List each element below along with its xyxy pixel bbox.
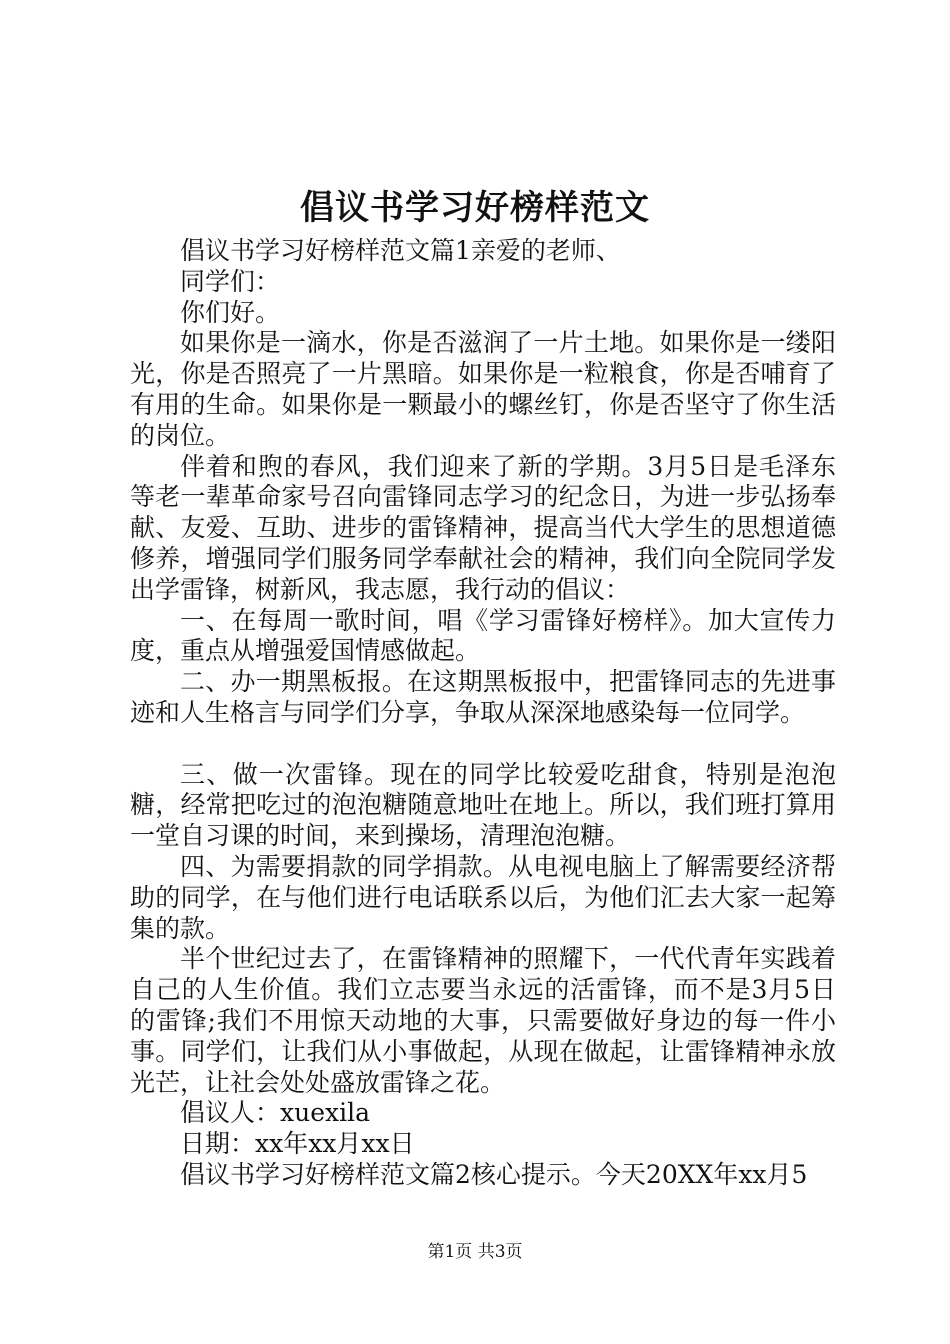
paragraph-background: 伴着和煦的春风，我们迎来了新的学期。3月5日是毛泽东等老一辈革命家号召向雷锋同志学习的纪念日，为进一步弘扬奉献、友爱、互助、进步的雷锋精神，提高当代大学生的思想道德修养，增强同学们服务同学奉献社会的精神，我们向全院同学发出学雷锋，树新风，我志愿，我行动的倡议：: [130, 451, 836, 604]
paragraph-signer: 倡议人：xuexila: [180, 1098, 370, 1128]
document-title: 倡议书学习好榜样范文: [300, 188, 650, 228]
paragraph-salutation-intro: 倡议书学习好榜样范文篇1亲爱的老师、: [180, 236, 621, 265]
paragraph-date: 日期：xx年xx月xx日: [180, 1129, 415, 1159]
paragraph-item-3: 三、做一次雷锋。现在的同学比较爱吃甜食，特别是泡泡糖，经常把吃过的泡泡糖随意地吐在地上。所以，我们班打算用一堂自习课的时间，来到操场，清理泡泡糖。: [130, 759, 836, 851]
paragraph-salutation: 同学们：: [180, 266, 281, 296]
paragraph-item-1: 一、在每周一歌时间，唱《学习雷锋好榜样》。加大宣传力度，重点从增强爱国情感做起。: [130, 605, 836, 666]
paragraph-closing: 半个世纪过去了，在雷锋精神的照耀下，一代代青年实践着自己的人生价值。我们立志要当永远的活雷锋，而不是3月5日的雷锋;我们不用惊天动地的大事，只需要做好身边的每一件小事。同学们，让我们从小事做起，从现在做起，让雷锋精神永放光芒，让社会处处盛放雷锋之花。: [130, 944, 836, 1097]
paragraph-next-article: 倡议书学习好榜样范文篇2核心提示。今天20XX年xx月5: [180, 1159, 808, 1189]
paragraph-item-2: 二、办一期黑板报。在这期黑板报中，把雷锋同志的先进事迹和人生格言与同学们分享，争取从深深地感染每一位同学。: [130, 667, 836, 727]
paragraph-greeting: 你们好。: [180, 297, 281, 327]
paragraph-opening: 如果你是一滴水，你是否滋润了一片土地。如果你是一缕阳光，你是否照亮了一片黑暗。如果你是一粒粮食，你是否哺育了有用的生命。如果你是一颗最小的螺丝钉，你是否坚守了你生活的岗位。: [130, 328, 836, 450]
page-footer: 第1页 共3页: [427, 1242, 523, 1262]
document-body: [130, 236, 836, 1191]
paragraph-item-4: 四、为需要捐款的同学捐款。从电视电脑上了解需要经济帮助的同学，在与他们进行电话联系以后，为他们汇去大家一起筹集的款。: [130, 851, 836, 943]
